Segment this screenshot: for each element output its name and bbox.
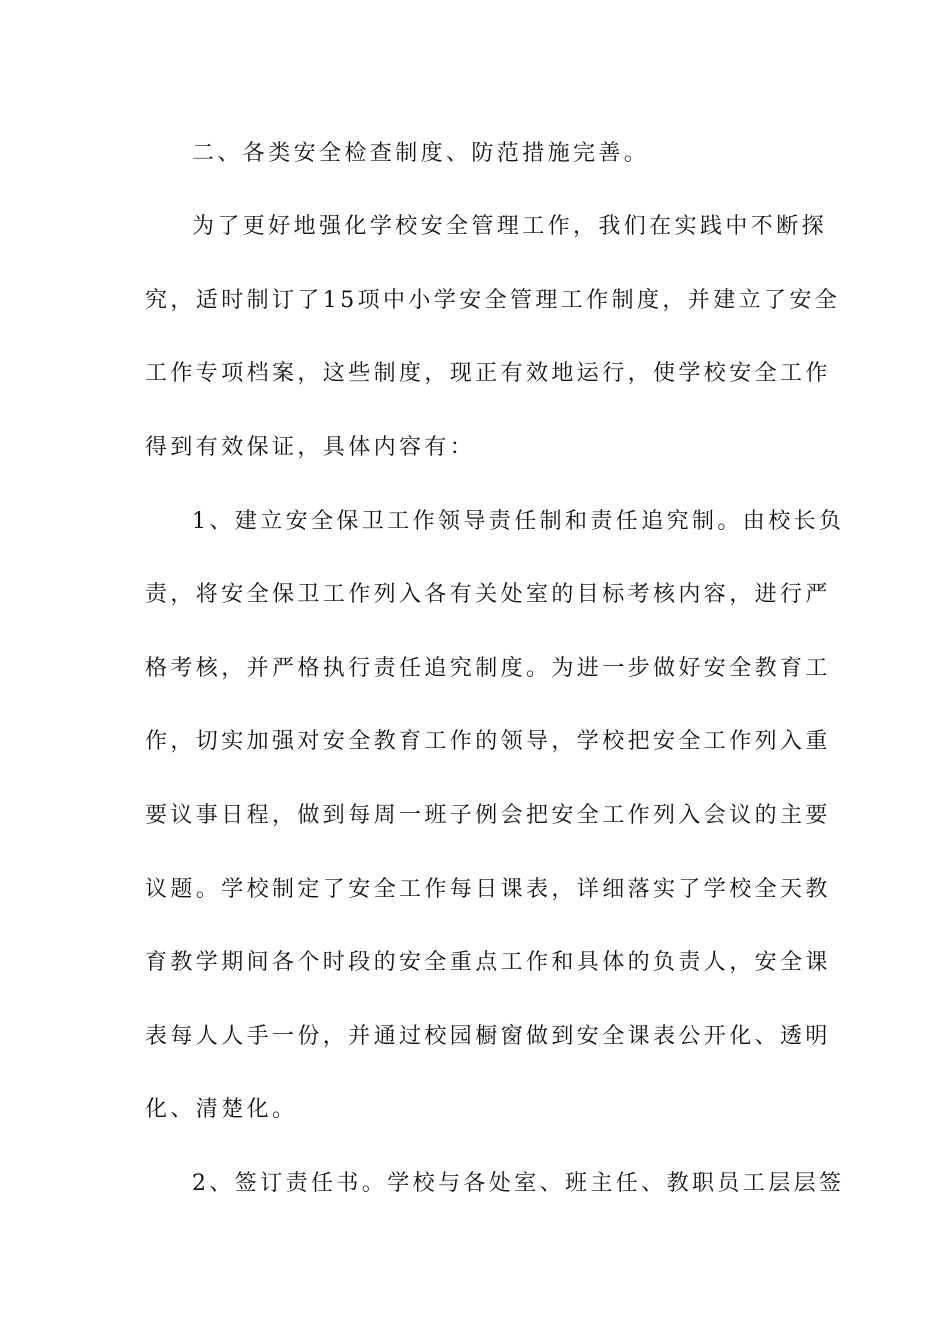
section-heading: 二、各类安全检查制度、防范措施完善。 bbox=[192, 141, 650, 166]
paragraph-line: 要议事日程，做到每周一班子例会把安全工作列入会议的主要 bbox=[145, 803, 831, 828]
paragraph-line: 2、签订责任书。学校与各处室、班主任、教职员工层层签 bbox=[192, 1171, 845, 1196]
paragraph-line: 1、建立安全保卫工作领导责任制和责任追究制。由校长负 bbox=[192, 509, 845, 534]
paragraph-line: 议题。学校制定了安全工作每日课表，详细落实了学校全天教 bbox=[145, 877, 831, 902]
paragraph-line: 格考核，并严格执行责任追究制度。为进一步做好安全教育工 bbox=[145, 656, 831, 681]
paragraph-line: 化、清楚化。 bbox=[145, 1097, 298, 1122]
paragraph-line: 究，适时制订了15项中小学安全管理工作制度，并建立了安全 bbox=[145, 288, 841, 313]
paragraph-line: 育教学期间各个时段的安全重点工作和具体的负责人，安全课 bbox=[145, 950, 831, 975]
paragraph-line: 为了更好地强化学校安全管理工作，我们在实践中不断探 bbox=[192, 214, 828, 239]
paragraph-line: 表每人人手一份，并通过校园橱窗做到安全课表公开化、透明 bbox=[145, 1024, 831, 1049]
paragraph-line: 工作专项档案，这些制度，现正有效地运行，使学校安全工作 bbox=[145, 361, 831, 386]
paragraph-line: 责，将安全保卫工作列入各有关处室的目标考核内容，进行严 bbox=[145, 582, 831, 607]
paragraph-line: 得到有效保证，具体内容有： bbox=[145, 435, 476, 460]
paragraph-line: 作，切实加强对安全教育工作的领导，学校把安全工作列入重 bbox=[145, 729, 831, 754]
